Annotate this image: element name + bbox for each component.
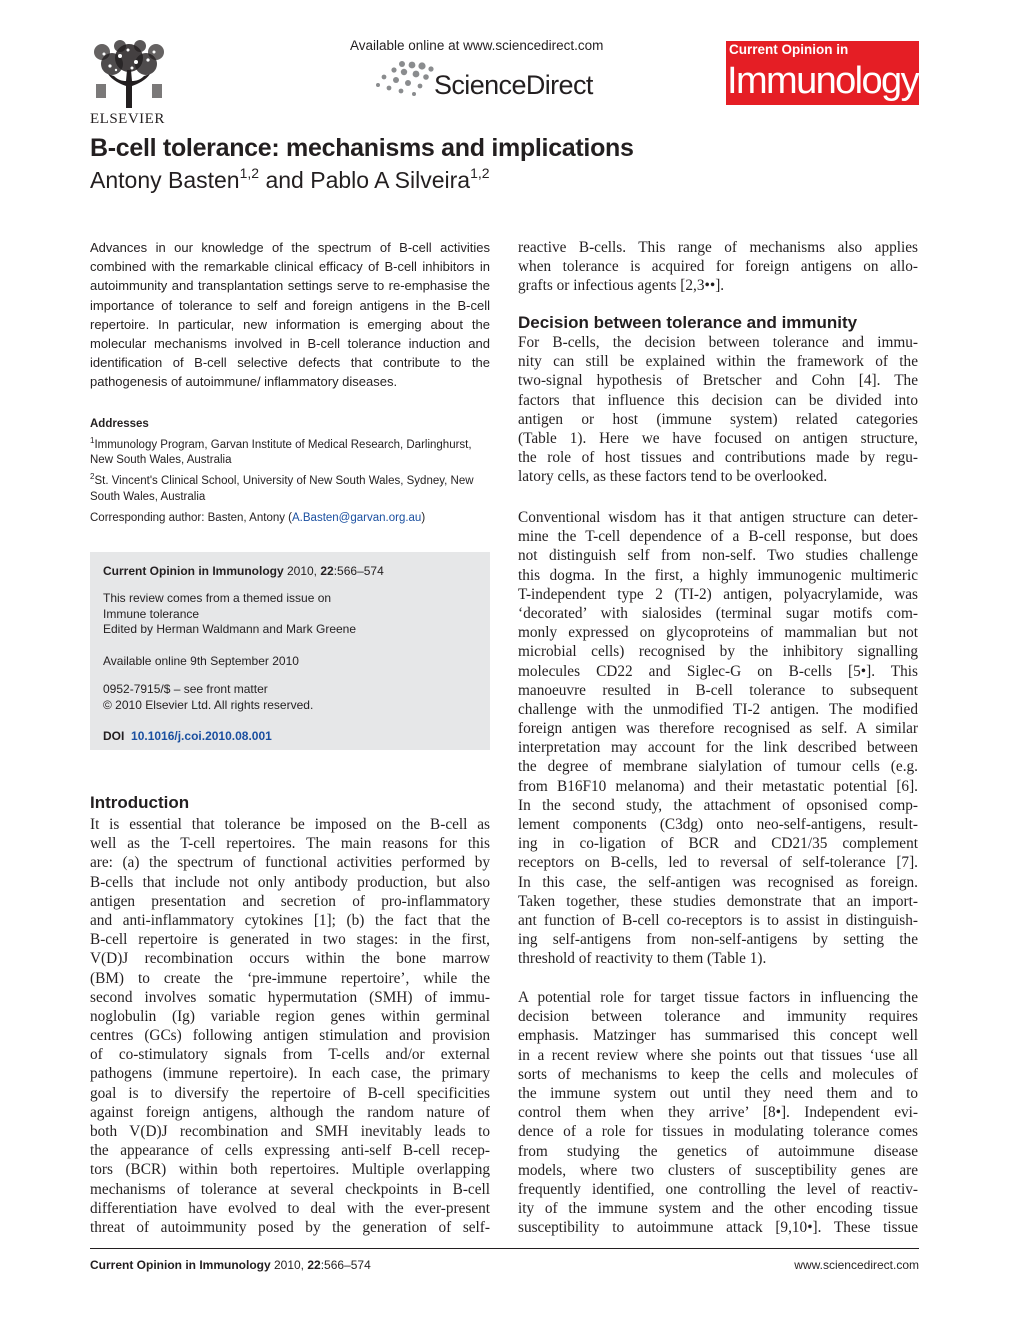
decision-paragraph-3 <box>518 988 918 1237</box>
text-line: pathogens (immune repertoire). In each case, the primary <box>90 1065 490 1083</box>
sciencedirect-dots-icon <box>374 60 434 100</box>
introduction-continued <box>518 238 918 296</box>
text-line: models, where two clusters of susceptibility genes are <box>518 1161 918 1179</box>
info-editors: Edited by Herman Waldmann and Mark Greene <box>103 622 357 636</box>
text-line: against foreign antigens, although the random nature of <box>90 1103 490 1121</box>
journal-banner-top: Current Opinion in <box>729 42 849 57</box>
text-line: are: (a) the spectrum of functional activities performed by <box>90 854 490 872</box>
text-line: well as the T-cell repertoires. The main reasons for this <box>90 835 490 853</box>
text-line: microbial cells) recognised by the inhibitory signalling <box>518 643 918 661</box>
text-line: both V(D)J recombination and SMH inevitably leads to <box>90 1123 490 1140</box>
text-line: B-cells that include not only antibody production, but also <box>90 873 490 891</box>
text-line: threshold of reactivity to them (Table 1). <box>518 950 767 968</box>
article-title: B-cell tolerance: mechanisms and implications <box>90 134 634 162</box>
text-line: In this case, the self-antigen was recognised as foreign. <box>518 873 918 891</box>
text-line: foreign antigen was therefore recognised as self. A similar <box>518 720 918 738</box>
corresponding-close: ) <box>421 512 426 524</box>
author-2-affiliation[interactable]: 1,2 <box>470 165 490 181</box>
text-line: challenge with the unmodified TI-2 antigen. The modified <box>518 700 918 718</box>
text-line: threat of autoimmunity posed by the generation of self- <box>90 1218 490 1236</box>
text-line: not distinguish self from non-self. Two studies challenge <box>518 547 918 565</box>
available-online-text[interactable]: Available online at www.sciencedirect.com <box>350 38 604 53</box>
corresponding-email-link[interactable]: A.Basten@garvan.org.au <box>292 512 422 524</box>
info-copyright: © 2010 Elsevier Ltd. All rights reserved. <box>103 698 314 712</box>
address-2-number: 2 <box>90 472 95 482</box>
text-line: differentiation have evolved to deal with the ever-present <box>90 1199 490 1217</box>
article-info-box <box>90 552 490 750</box>
text-line: decision between tolerance and immunity requires <box>518 1008 918 1026</box>
text-line: interpretation may account for the link described between <box>518 739 918 757</box>
info-theme-line-1: This review comes from a themed issue on <box>103 591 332 605</box>
text-line: the appearance of cells expressing anti-self B-cell recep- <box>90 1142 490 1160</box>
text-line: B-cell repertoire is generated in two stages: in the first, <box>90 931 490 949</box>
text-line: T-independent type 2 (TI-2) antigen, polyacrylamide, was <box>518 585 918 603</box>
text-line: monly expressed on glycoproteins of mammalian but not <box>518 624 918 642</box>
info-doi <box>103 729 272 743</box>
text-line: ity of the immune system and the other encoding tissue <box>518 1200 918 1218</box>
text-line: from B16F10 melanoma) and their metastatic potential [6]. <box>518 777 918 795</box>
info-theme-line-2: Immune tolerance <box>103 607 200 621</box>
text-line: the immune system out until they need them and to <box>518 1084 918 1102</box>
footer-url[interactable]: www.sciencedirect.com <box>794 1258 919 1272</box>
text-line: centres (GCs) following antigen stimulation and provision <box>90 1027 490 1045</box>
text-line: frequently identified, one controlling the level of reactiv- <box>518 1180 918 1198</box>
info-issn: 0952-7915/$ – see front matter <box>103 682 268 696</box>
footer-pages: :566–574 <box>320 1258 371 1272</box>
text-line: molecules CD22 and Siglec-G on B-cells [5•]. This <box>518 662 918 680</box>
text-line: Conventional wisdom has it that antigen structure can deter- <box>518 509 918 526</box>
text-line: A potential role for target tissue factors in influencing the <box>518 989 918 1006</box>
text-line: In the second study, the attachment of opsonised comp- <box>518 796 918 814</box>
addresses-heading: Addresses <box>90 418 149 430</box>
author-1: Antony Basten <box>90 167 240 193</box>
journal-banner-name: Immunology <box>727 60 918 102</box>
author-2: and Pablo A Silveira <box>259 167 471 193</box>
text-line: two-signal hypothesis of Bretscher and Cohn [4]. The <box>518 372 918 390</box>
introduction-body <box>90 815 490 1237</box>
address-2-text: St. Vincent's Clinical School, University of New South Wales, Sydney, New South Wales, Australia <box>90 475 474 503</box>
info-volume: 22 <box>320 564 334 578</box>
corresponding-author <box>90 512 490 524</box>
text-line: (BM) to create the ‘pre-immune repertoire’, while the <box>90 969 490 987</box>
text-line: in a recent review where she points out that tissues ‘use all <box>518 1046 918 1064</box>
text-line: mine the T-cell dependence of a B-cell response, but does <box>518 528 918 546</box>
text-line: tors (BCR) within both repertoires. Multiple overlapping <box>90 1161 490 1179</box>
address-1-number: 1 <box>90 435 95 445</box>
elsevier-tree-logo <box>90 40 168 108</box>
journal-banner <box>726 41 919 105</box>
text-line: goal is to diversify the repertoire of B-cell specificities <box>90 1084 490 1102</box>
address-1-text: Immunology Program, Garvan Institute of Medical Research, Darlinghurst, New South Wales, Australia <box>90 438 472 467</box>
text-line: manoeuvre resulted in B-cell tolerance to subsequent <box>518 681 918 699</box>
text-line: second involves somatic hypermutation (SMH) of immu- <box>90 988 490 1006</box>
decision-paragraph-1 <box>518 333 918 487</box>
text-line: antigen or host (immune system) related categories <box>518 410 918 428</box>
info-doi-link[interactable]: 10.1016/j.coi.2010.08.001 <box>131 729 272 743</box>
address-2 <box>90 469 490 505</box>
corresponding-label: Corresponding author: Basten, Antony ( <box>90 512 293 524</box>
info-citation <box>103 564 384 578</box>
text-line: when tolerance is acquired for foreign antigens on allo- <box>518 258 918 276</box>
sciencedirect-wordmark: ScienceDirect <box>434 70 593 100</box>
footer-volume: 22 <box>307 1258 321 1272</box>
text-line: control them when they arrive’ [8•]. Independent evi- <box>518 1104 918 1122</box>
text-line: sorts of mechanisms to keep the cells and molecules of <box>518 1065 918 1083</box>
footer-citation <box>90 1258 371 1272</box>
text-line: ing in co-ligation of BCR and CD21/35 complement <box>518 835 918 853</box>
text-line: (Table 1). Here we have focused on antigen structure, <box>518 429 918 447</box>
text-line: latory cells, as these factors tend to be overlooked. <box>518 468 828 486</box>
introduction-heading: Introduction <box>90 793 190 812</box>
text-line: the role of host tissues and contributions made by regu- <box>518 449 918 467</box>
info-available: Available online 9th September 2010 <box>103 654 299 668</box>
decision-section-heading: Decision between tolerance and immunity <box>518 313 858 332</box>
text-line: and anti-inflammatory cytokines [1]; (b) the fact that the <box>90 911 490 929</box>
text-line: susceptibility to autoimmune attack [9,10•]. These tissue <box>518 1219 918 1237</box>
text-line: of co-stimulatory signals from T-cells and/or external <box>90 1046 490 1064</box>
info-doi-label: DOI <box>103 729 125 743</box>
text-line: grafts or infectious agents [2,3••]. <box>518 277 725 295</box>
text-line: emphasis. Matzinger has summarised this concept well <box>518 1027 918 1045</box>
text-line: factors that influence this decision can be divided into <box>518 391 918 409</box>
text-line: receptors on B-cells, led to reversal of self-tolerance [7]. <box>518 854 918 872</box>
text-line: Taken together, these studies demonstrate that an import- <box>518 892 918 910</box>
text-line: For B-cells, the decision between tolerance and immu- <box>518 334 918 351</box>
author-1-affiliation[interactable]: 1,2 <box>239 165 260 181</box>
text-line: this dogma. In the first, a highly immunogenic multimeric <box>518 566 918 584</box>
text-line: ing self-antigens from non-self-antigens by setting the <box>518 931 918 949</box>
text-line: reactive B-cells. This range of mechanisms also applies <box>518 239 918 256</box>
text-line: ‘decorated’ with sialosides (terminal sugar motifs com- <box>518 604 918 622</box>
author-list <box>90 167 490 194</box>
publisher-name: ELSEVIER <box>90 111 165 127</box>
decision-paragraph-2 <box>518 508 918 969</box>
text-line: It is essential that tolerance be imposed on the B-cell as <box>90 816 490 833</box>
text-line: mechanisms of tolerance at several checkpoints in B-cell <box>90 1180 490 1198</box>
info-pages: :566–574 <box>333 564 384 578</box>
footer-journal: Current Opinion in Immunology <box>90 1258 271 1272</box>
footer-year: 2010, <box>270 1258 308 1272</box>
text-line: lement components (C3dg) onto neo-self-antigens, result- <box>518 816 918 833</box>
address-1 <box>90 433 490 469</box>
text-line: nity can still be explained within the framework of the <box>518 353 918 371</box>
text-line: V(D)J recombination occurs within the bone marrow <box>90 950 490 968</box>
addresses <box>90 417 490 506</box>
footer-divider <box>90 1248 919 1249</box>
info-year: 2010, <box>283 564 321 578</box>
text-line: the degree of membrane sialylation of tumour cells (e.g. <box>518 758 918 776</box>
text-line: dence of a role for tissues in modulating tolerance comes <box>518 1123 918 1141</box>
text-line: from studying the genetics of autoimmune disease <box>518 1142 918 1160</box>
abstract: Advances in our knowledge of the spectrum of B-cell activities combined with the remarkable clinical efficacy of B-cell inhibitors in autoimmunity and transplantation settings serve to re-emphasise the importance of tolerance to self and foreign antigens in the B-cell repertoire. In particular, new information is emerging about the molecular mechanisms involved in B-cell tolerance induction and identification of B-cell selective defects that contribute to the pathogenesis of autoimmune/ inflammatory diseases. <box>90 240 490 390</box>
text-line: antigen presentation and secretion of pro-inflammatory <box>90 892 490 910</box>
info-journal: Current Opinion in Immunology <box>103 564 284 578</box>
text-line: ant function of B-cell co-receptors is to assist in distinguish- <box>518 911 918 929</box>
text-line: noglobulin (Ig) variable region genes within germinal <box>90 1007 490 1025</box>
